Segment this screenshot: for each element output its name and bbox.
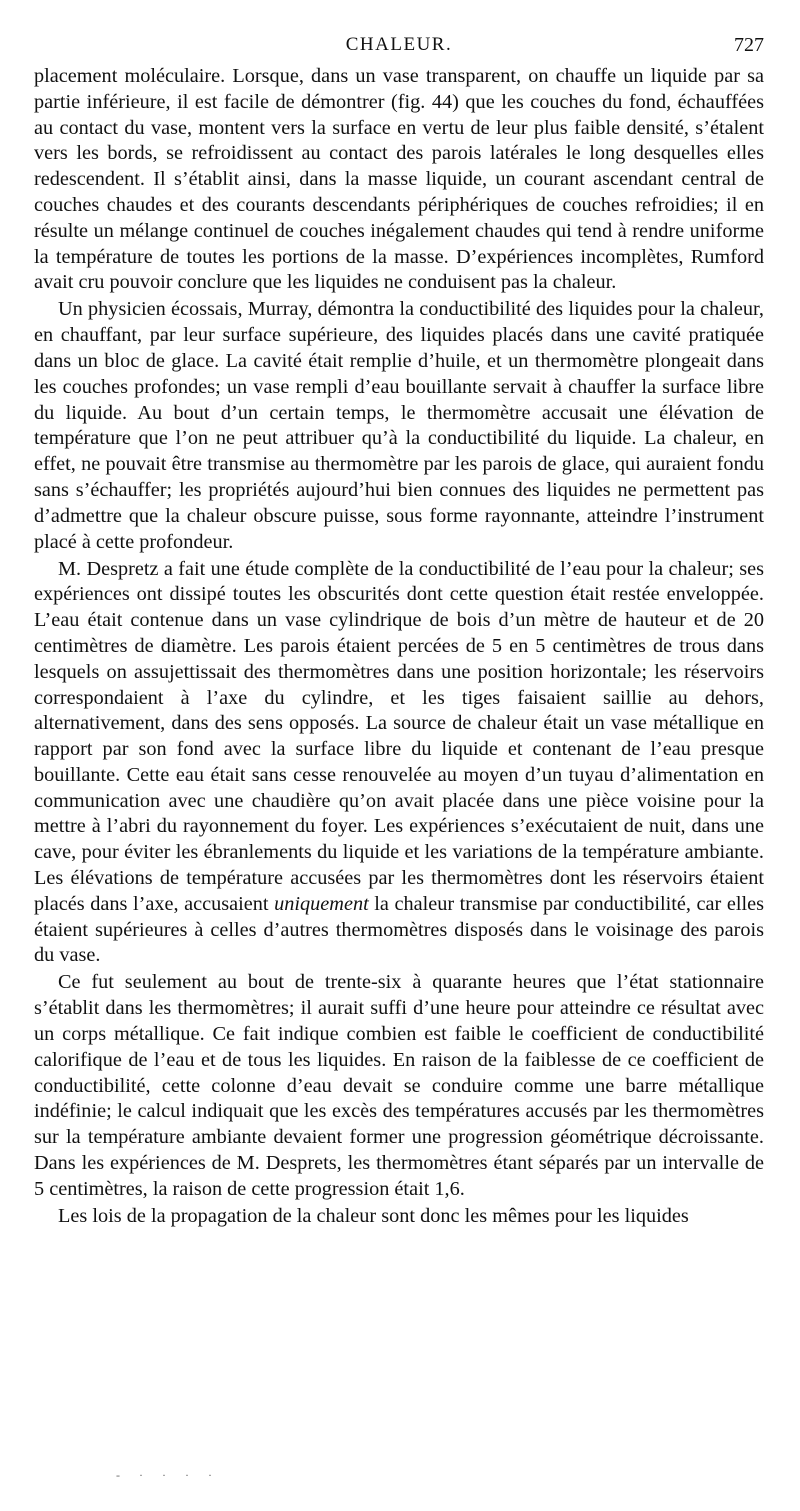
paragraph-stationary-state: Ce fut seulement au bout de trente-six à quarante heures que l’état stationnaire s’établit dans les thermomètres; il aurait suffi d’une heure pour atteindre ce résultat avec un corps métallique. Ce fait indique combien est faible le coefficient de conductibilité calorifique de l’eau et de tous les liquides. En raison de la faiblesse de ce coefficient de conductibilité, cette colonne d’eau devait se conduire comme une barre métallique indéfinie; le calcul indiquait que les excès des températures accusés par les thermomètres sur la température ambiante devaient former une progression géométrique décroissante. Dans les expériences de M. Desprets, les thermomètres étant séparés par un intervalle de 5 centimètres, la raison de cette progression était 1,6. bbox=[34, 971, 764, 1200]
running-header bbox=[34, 33, 764, 57]
page-title: CHALEUR. bbox=[345, 34, 453, 55]
emphasis-uniquement: uniquement bbox=[274, 892, 369, 915]
paragraph-despretz bbox=[34, 557, 764, 970]
paragraph-despretz-text-before: M. Despretz a fait une étude complète de la conductibilité de l’eau pour la chaleur; ses expériences ont dissipé toutes les obscurités dont cette question était restée enveloppée. L’eau était contenue dans un vase cylindrique de bois d’un mètre de hauteur et de 20 centimètres de diamètre. Les parois étaient percées de 5 en 5 centimètres de trous dans lesquels on assujettissait des thermomètres dans une position horizontale; les réservoirs correspondaient à l’axe du cylindre, et les tiges faisaient saillie au dehors, alternativement, dans des sens opposés. La source de chaleur était un vase métallique en rapport par son fond avec la surface libre du liquide et contenant de l’eau presque bouillante. Cette eau était sans cesse renouvelée au moyen d’un tuyau d’alimentation en communication avec une chaudière qu’on avait placée dans une pièce voisine pour la mettre à l’abri du rayonnement du foyer. Les expériences s’exécutaient de nuit, dans une cave, pour éviter les ébranlements du liquide et les variations de la température ambiante. Les élévations de température accusées par les thermomètres dont les réservoirs étaient placés dans l’axe, accusaient bbox=[34, 557, 764, 915]
paragraph-despretz-text-after: la chaleur transmise par conductibilité, car elles étaient supérieures à celles d’autres thermomètres disposés dans le voisinage des parois du vase. bbox=[34, 892, 764, 967]
footer-marks: - · · · · bbox=[116, 1468, 220, 1482]
paragraph-murray: Un physicien écossais, Murray, démontra la conductibilité des liquides pour la chaleur, en chauffant, par leur surface supérieure, des liquides placés dans une cavité pratiquée dans un bloc de glace. La cavité était remplie d’huile, et un thermomètre plongeait dans les couches profondes; un vase rempli d’eau bouillante servait à chauffer la surface libre du liquide. Au bout d’un certain temps, le thermomètre accusait une élévation de température que l’on ne peut attribuer qu’à la conductibilité du liquide. La chaleur, en effet, ne pouvait être transmise au thermomètre par les parois de glace, qui auraient fondu sans s’échauffer; les propriétés aujourd’hui bien connues des liquides ne permettent pas d’admettre que la chaleur obscure puisse, sous forme rayonnante, atteindre l’instrument placé à cette profondeur. bbox=[34, 298, 764, 553]
paragraph-convection: placement moléculaire. Lorsque, dans un vase transparent, on chauffe un liquide par sa partie inférieure, il est facile de démontrer (fig. 44) que les couches du fond, échauffées au contact du vase, montent vers la surface en vertu de leur plus faible densité, s’étalent vers les bords, se refroidissent au contact des parois latérales le long desquelles elles redescendent. Il s’établit ainsi, dans la masse liquide, un courant ascendant central de couches chaudes et des courants descendants périphériques de couches refroidies; il en résulte un mélange continuel de couches inégalement chaudes qui tend à rendre uniforme la température de toutes les portions de la masse. D’expériences incomplètes, Rumford avait cru pouvoir conclure que les liquides ne conduisent pas la chaleur. bbox=[34, 65, 764, 294]
page-number: 727 bbox=[734, 34, 764, 56]
body-text bbox=[34, 64, 764, 1231]
paragraph-propagation-laws: Les lois de la propagation de la chaleur sont donc les mêmes pour les liquides bbox=[58, 1204, 689, 1227]
